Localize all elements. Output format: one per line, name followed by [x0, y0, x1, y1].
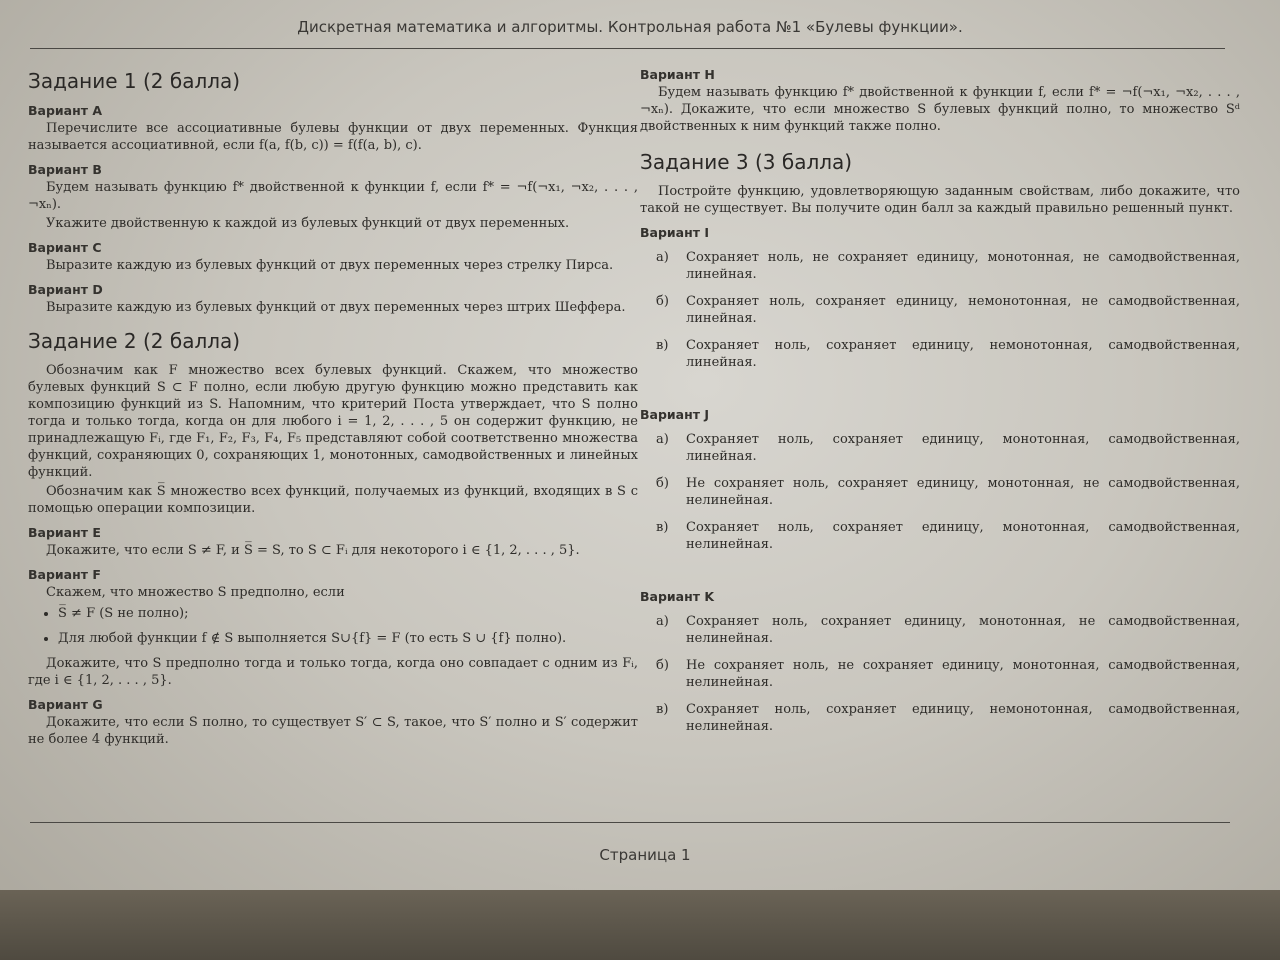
variant-h-text: Будем называть функцию f* двойственной к функции f, если f* = ¬f(¬x₁, ¬x₂, . . . , ¬xₙ). Докажите, что если множество S булевых функций полно, то множество Sᵈ двойственных к ним функций также полно. — [640, 85, 1240, 134]
variant-f-bullet-2: • Для любой функции f ∉ S выполняется S∪{f} = F (то есть S ∪ {f} полно). — [58, 630, 638, 647]
variant-i — [640, 224, 1240, 371]
variant-g-text: Докажите, что если S полно, то существует S′ ⊂ S, такое, что S′ полно и S′ содержит не более 4 функций. — [28, 715, 638, 747]
header-rule — [30, 48, 1225, 49]
variant-f-label: Вариант F — [28, 567, 101, 582]
variant-f-text: Скажем, что множество S предполно, если — [46, 585, 345, 600]
variant-c-label: Вариант C — [28, 240, 102, 255]
variant-j-item-a — [640, 431, 1240, 465]
footer-rule — [30, 822, 1230, 823]
variant-j-item-b — [640, 475, 1240, 509]
spacer — [640, 563, 1240, 581]
item-marker: а) — [656, 250, 669, 265]
spacer — [640, 381, 1240, 399]
item-text: Сохраняет ноль, сохраняет единицу, монотонная, не самодвойственная, нелинейная. — [686, 614, 1240, 646]
task3-title: Задание 3 (3 балла) — [640, 150, 853, 174]
variant-f-bullets — [28, 605, 638, 647]
variant-k-label: Вариант K — [640, 589, 715, 604]
item-marker: а) — [656, 432, 669, 447]
variant-b-text-1: Будем называть функцию f* двойственной к функции f, если f* = ¬f(¬x₁, ¬x₂, . . . , ¬xₙ). — [28, 180, 638, 212]
variant-k-item-b — [640, 657, 1240, 691]
variant-f-outro: Докажите, что S предполно тогда и только тогда, когда оно совпадает с одним из Fᵢ, где i ∈ {1, 2, . . . , 5}. — [28, 656, 638, 688]
item-marker: в) — [656, 338, 669, 353]
item-text: Сохраняет ноль, сохраняет единицу, немонотонная, самодвойственная, линейная. — [686, 338, 1240, 370]
variant-h — [640, 66, 1240, 135]
variant-i-item-b — [640, 293, 1240, 327]
variant-b-label: Вариант B — [28, 162, 102, 177]
right-column — [640, 66, 1240, 745]
variant-e-text: Докажите, что если S ≠ F, и S̅ = S, то S ⊂ Fᵢ для некоторого i ∈ {1, 2, . . . , 5}. — [46, 543, 580, 558]
variant-i-label: Вариант I — [640, 225, 709, 240]
variant-c-text: Выразите каждую из булевых функций от двух переменных через стрелку Пирса. — [46, 258, 614, 273]
item-marker: б) — [656, 476, 669, 491]
item-text: Сохраняет ноль, сохраняет единицу, монотонная, самодвойственная, нелинейная. — [686, 520, 1240, 552]
variant-a-label: Вариант A — [28, 103, 103, 118]
page-header: Дискретная математика и алгоритмы. Контрольная работа №1 «Булевы функции». — [297, 18, 963, 36]
variant-f-bullet-1: • S̅ ≠ F (S не полно); — [58, 605, 638, 622]
variant-k-item-c — [640, 701, 1240, 735]
task2-intro-2: Обозначим как S̅ множество всех функций, получаемых из функций, входящих в S с помощью операции композиции. — [28, 484, 638, 516]
item-marker: в) — [656, 520, 669, 535]
item-text: Сохраняет ноль, сохраняет единицу, немонотонная, самодвойственная, нелинейная. — [686, 702, 1240, 734]
variant-b-text-2: Укажите двойственную к каждой из булевых функций от двух переменных. — [46, 216, 570, 231]
item-text: Сохраняет ноль, не сохраняет единицу, монотонная, не самодвойственная, линейная. — [686, 250, 1240, 282]
variant-a — [28, 102, 638, 154]
variant-j-label: Вариант J — [640, 407, 709, 422]
table-surface — [0, 890, 1280, 960]
variant-j — [640, 406, 1240, 553]
variant-e-label: Вариант E — [28, 525, 101, 540]
item-marker: а) — [656, 614, 669, 629]
item-marker: б) — [656, 294, 669, 309]
variant-i-item-a — [640, 249, 1240, 283]
variant-k-item-a — [640, 613, 1240, 647]
task2-intro-1: Обозначим как F множество всех булевых функций. Скажем, что множество булевых функций S ⊂ F полно, если любую другую функцию можно представить как композицию функций из S. Напомним, что критерий Поста утверждает, что S полно тогда и только тогда, когда он для любого i = 1, 2, . . . , 5 он содержит функцию, не принадлежащую Fᵢ, где F₁, F₂, F₃, F₄, F₅ представляют собой соответственно множества функций, сохраняющих 0, сохраняющих 1, монотонных, самодвойственных и линейных функций. — [28, 363, 638, 480]
variant-d — [28, 281, 638, 316]
variant-a-text: Перечислите все ассоциативные булевы функции от двух переменных. Функция называется ассоциативной, если f(a, f(b, c)) = f(f(a, b), c). — [28, 121, 638, 153]
variant-k — [640, 588, 1240, 735]
item-marker: в) — [656, 702, 669, 717]
item-text: Не сохраняет ноль, сохраняет единицу, монотонная, не самодвойственная, нелинейная. — [686, 476, 1240, 508]
item-text: Не сохраняет ноль, не сохраняет единицу, монотонная, самодвойственная, нелинейная. — [686, 658, 1240, 690]
variant-e — [28, 524, 638, 559]
item-text: Сохраняет ноль, сохраняет единицу, монотонная, самодвойственная, линейная. — [686, 432, 1240, 464]
variant-f — [28, 566, 638, 689]
item-marker: б) — [656, 658, 669, 673]
task1-title: Задание 1 (2 балла) — [28, 69, 241, 93]
variant-j-item-c — [640, 519, 1240, 553]
left-column — [28, 64, 638, 750]
item-text: Сохраняет ноль, сохраняет единицу, немонотонная, не самодвойственная, линейная. — [686, 294, 1240, 326]
task3-intro: Постройте функцию, удовлетворяющую заданным свойствам, либо докажите, что такой не существует. Вы получите один балл за каждый правильно решенный пункт. — [640, 184, 1240, 216]
variant-h-label: Вариант H — [640, 67, 715, 82]
variant-g-label: Вариант G — [28, 697, 103, 712]
task2-title: Задание 2 (2 балла) — [28, 329, 241, 353]
variant-b — [28, 161, 638, 232]
variant-c — [28, 239, 638, 274]
variant-d-text: Выразите каждую из булевых функций от двух переменных через штрих Шеффера. — [46, 300, 626, 315]
variant-g — [28, 696, 638, 748]
variant-d-label: Вариант D — [28, 282, 103, 297]
variant-i-item-c — [640, 337, 1240, 371]
page-number: Страница 1 — [599, 846, 691, 864]
